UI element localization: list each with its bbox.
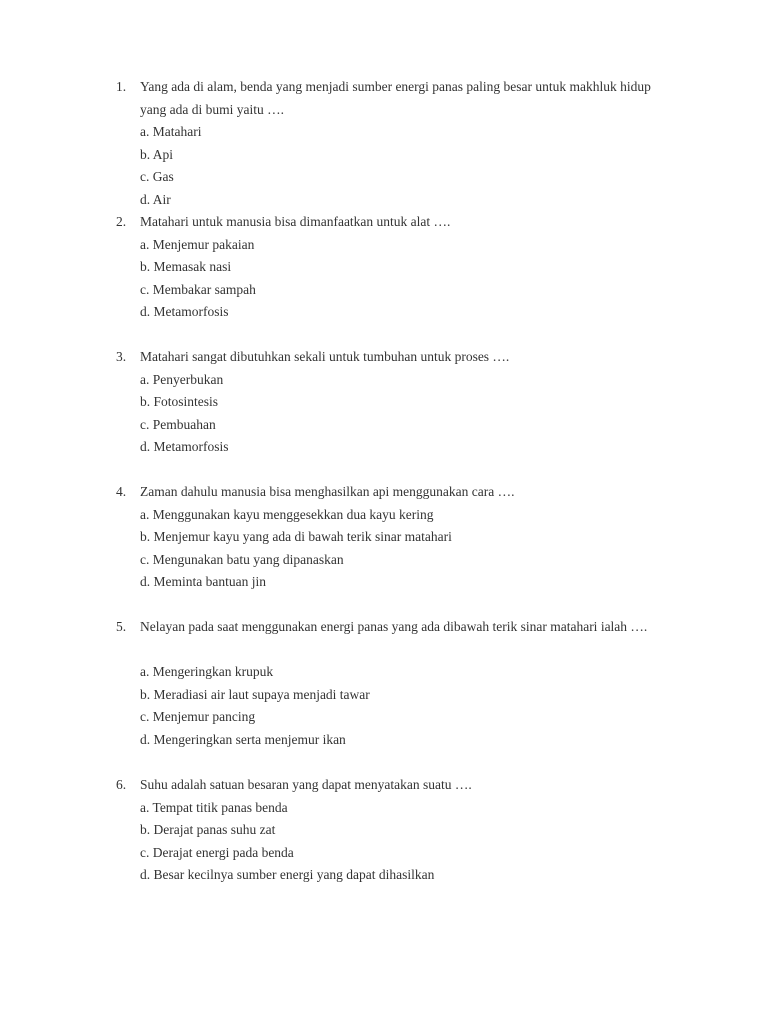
option-b [140,144,201,167]
question-number: 6. [116,777,127,792]
answer-options [140,504,452,594]
option-text: Membakar sampah [152,281,256,297]
option-c [140,279,256,302]
option-letter: b. [140,529,151,545]
option-letter: b. [140,259,151,275]
option-letter: a. [140,124,150,140]
option-letter: b. [140,146,151,162]
option-a [140,797,434,820]
question-text: Nelayan pada saat menggunakan energi panas yang ada dibawah terik sinar matahari ialah …. [140,619,648,634]
option-text: Memasak nasi [153,259,232,275]
option-letter: c. [140,844,150,860]
option-text: Besar kecilnya sumber energi yang dapat dihasilkan [153,867,435,883]
option-d [140,189,201,212]
answer-options [140,661,370,751]
question-number: 1. [116,79,127,94]
option-letter: c. [140,551,150,567]
option-letter: d. [140,439,151,455]
option-text: Mengeringkan krupuk [152,664,274,680]
option-letter: d. [140,574,151,590]
option-c [140,414,229,437]
answer-options [140,234,256,324]
option-letter: a. [140,371,150,387]
question-number: 2. [116,214,127,229]
option-text: Pembuahan [152,416,216,432]
option-a [140,121,201,144]
option-b [140,819,434,842]
option-d [140,729,370,752]
question-text: Matahari sangat dibutuhkan sekali untuk tumbuhan untuk proses …. [140,349,510,364]
option-a [140,234,256,257]
option-text: Tempat titik panas benda [152,799,288,815]
option-d [140,301,256,324]
option-text: Fotosintesis [153,394,219,410]
option-a [140,369,229,392]
option-text: Mengeringkan serta menjemur ikan [153,731,346,747]
question-5 [0,616,768,747]
option-letter: d. [140,304,151,320]
question-6 [0,774,768,883]
question-text: Zaman dahulu manusia bisa menghasilkan api menggunakan cara …. [140,484,515,499]
option-text: Derajat energi pada benda [152,844,294,860]
option-letter: b. [140,686,151,702]
option-letter: c. [140,281,150,297]
option-letter: a. [140,799,150,815]
option-letter: c. [140,416,150,432]
option-d [140,864,434,887]
option-letter: d. [140,731,151,747]
question-number: 5. [116,619,127,634]
question-text: Matahari untuk manusia bisa dimanfaatkan untuk alat …. [140,214,451,229]
question-number: 3. [116,349,127,364]
answer-options [140,121,201,211]
option-letter: a. [140,664,150,680]
option-letter: a. [140,506,150,522]
option-c [140,706,370,729]
option-text: Metamorfosis [153,304,229,320]
option-letter: d. [140,191,151,207]
option-d [140,571,452,594]
option-text: Api [152,146,174,162]
question-4 [0,481,768,590]
option-text: Metamorfosis [153,439,229,455]
option-text: Menjemur pancing [152,709,256,725]
option-text: Derajat panas suhu zat [153,822,276,838]
option-text: Meminta bantuan jin [153,574,266,590]
option-letter: b. [140,822,151,838]
answer-options [140,369,229,459]
question-3 [0,346,768,455]
option-letter: c. [140,169,150,185]
option-text: Menggunakan kayu menggesekkan dua kayu kering [152,506,434,522]
option-text: Air [152,191,171,207]
option-text: Menjemur pakaian [152,236,255,252]
option-text: Menjemur kayu yang ada di bawah terik sinar matahari [153,529,452,545]
option-c [140,166,201,189]
option-c [140,842,434,865]
option-letter: d. [140,867,151,883]
option-d [140,436,229,459]
answer-options [140,797,434,887]
option-letter: b. [140,394,151,410]
option-text: Penyerbukan [152,371,224,387]
option-text: Meradiasi air laut supaya menjadi tawar [153,686,370,702]
question-number: 4. [116,484,127,499]
option-text: Gas [152,169,174,185]
question-2 [0,211,768,320]
option-b [140,684,370,707]
option-text: Matahari [152,124,202,140]
option-text: Mengunakan batu yang dipanaskan [152,551,344,567]
option-c [140,549,452,572]
option-b [140,256,256,279]
option-a [140,661,370,684]
question-1 [0,76,768,207]
option-b [140,391,229,414]
question-text: Yang ada di alam, benda yang menjadi sumber energi panas paling besar untuk makhluk hidup yang ada di bumi yaitu …. [140,79,651,117]
question-text: Suhu adalah satuan besaran yang dapat menyatakan suatu …. [140,777,472,792]
option-a [140,504,452,527]
option-letter: a. [140,236,150,252]
option-letter: c. [140,709,150,725]
option-b [140,526,452,549]
